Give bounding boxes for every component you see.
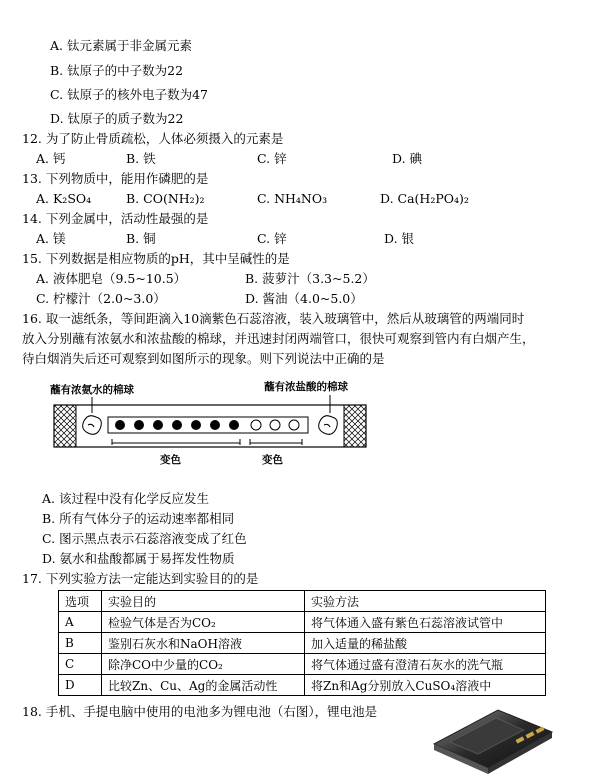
table-cell-method: 将气体通入盛有紫色石蕊溶液试管中: [305, 612, 546, 633]
table-cell-method: 加入适量的稀盐酸: [305, 633, 546, 654]
table-header-purpose: 实验目的: [102, 591, 305, 612]
drop-colored-5: [191, 420, 201, 430]
q16-stem-line1: 16. 取一滤纸条，等间距滴入10滴紫色石蕊溶液，装入玻璃管中，然后从玻璃管的两端同时: [22, 311, 525, 326]
drop-white-3: [289, 420, 299, 430]
left-cotton-label: 蘸有浓氨水的棉球: [50, 384, 134, 396]
q13-option-d: D. Ca(H₂PO₄)₂: [380, 191, 469, 206]
q11-option-d: D. 钛原子的质子数为22: [50, 111, 184, 126]
right-cotton-ball: [319, 416, 338, 435]
table-cell-purpose: 鉴别石灰水和NaOH溶液: [102, 633, 305, 654]
q15-option-c: C. 柠檬汁（2.0~3.0）: [36, 291, 166, 306]
q16-tube-figure: [40, 373, 380, 473]
table-row: [59, 633, 546, 654]
table-cell-purpose: 除净CO中少量的CO₂: [102, 654, 305, 675]
table-row: [59, 654, 546, 675]
right-cotton-label: 蘸有浓盐酸的棉球: [264, 381, 348, 393]
table-cell-option: A: [59, 612, 102, 633]
q12-option-d: D. 碘: [392, 151, 423, 166]
left-cotton-ball: [83, 416, 102, 435]
q13-option-a: A. K₂SO₄: [36, 191, 92, 206]
q11-option-a: A. 钛元素属于非金属元素: [50, 38, 192, 53]
q15-option-b: B. 菠萝汁（3.3~5.2）: [245, 271, 375, 286]
q15-stem: 15. 下列数据是相应物质的pH，其中呈碱性的是: [22, 251, 290, 266]
table-cell-option: D: [59, 675, 102, 696]
q17-stem: 17. 下列实验方法一定能达到实验目的的是: [22, 571, 259, 586]
q11-option-c: C. 钛原子的核外电子数为47: [50, 87, 208, 102]
drop-colored-7: [229, 420, 239, 430]
table-header-option: 选项: [59, 591, 102, 612]
table-cell-option: C: [59, 654, 102, 675]
q16-stem-line3: 待白烟消失后还可观察到如图所示的现象。则下列说法中正确的是: [22, 351, 385, 366]
q15-option-a: A. 液体肥皂（9.5~10.5）: [36, 271, 187, 286]
table-cell-purpose: 比较Zn、Cu、Ag的金属活动性: [102, 675, 305, 696]
q16-stem-line2: 放入分别蘸有浓氨水和浓盐酸的棉球，并迅速封闭两端管口，很快可观察到管内有白烟产生，: [22, 331, 535, 346]
q16-option-d: D. 氨水和盐酸都属于易挥发性物质: [42, 551, 235, 566]
change-label-right: 变色: [262, 454, 283, 466]
table-header-row: [59, 591, 546, 612]
drop-colored-6: [210, 420, 220, 430]
q16-option-c: C. 图示黑点表示石蕊溶液变成了红色: [42, 531, 247, 546]
q14-option-a: A. 镁: [36, 231, 66, 246]
q15-option-d: D. 酱油（4.0~5.0）: [245, 291, 363, 306]
q11-option-b: B. 钛原子的中子数为22: [50, 63, 184, 78]
drop-colored-2: [134, 420, 144, 430]
drop-white-1: [251, 420, 261, 430]
q13-option-b: B. CO(NH₂)₂: [126, 191, 205, 206]
table-row: [59, 675, 546, 696]
table-header-method: 实验方法: [305, 591, 546, 612]
q16-option-a: A. 该过程中没有化学反应发生: [42, 491, 209, 506]
q14-option-d: D. 银: [384, 231, 415, 246]
left-stopper: [54, 405, 76, 447]
q14-option-c: C. 锌: [257, 231, 287, 246]
q12-option-c: C. 锌: [257, 151, 287, 166]
drop-colored-1: [115, 420, 125, 430]
drop-white-2: [270, 420, 280, 430]
q12-option-a: A. 钙: [36, 151, 66, 166]
q16-option-b: B. 所有气体分子的运动速率都相同: [42, 511, 235, 526]
q13-option-c: C. NH₄NO₃: [257, 191, 328, 206]
q13-stem: 13. 下列物质中，能用作磷肥的是: [22, 171, 209, 186]
right-stopper: [344, 405, 366, 447]
table-cell-option: B: [59, 633, 102, 654]
table-cell-method: 将Zn和Ag分别放入CuSO₄溶液中: [305, 675, 546, 696]
q14-stem: 14. 下列金属中，活动性最强的是: [22, 211, 209, 226]
drop-colored-3: [153, 420, 163, 430]
lithium-battery-image: [428, 704, 558, 774]
q17-experiment-table: [58, 590, 546, 696]
table-row: [59, 612, 546, 633]
change-label-left: 变色: [160, 454, 181, 466]
q14-option-b: B. 铜: [126, 231, 156, 246]
q12-option-b: B. 铁: [126, 151, 156, 166]
drop-colored-4: [172, 420, 182, 430]
q12-stem: 12. 为了防止骨质疏松，人体必须摄入的元素是: [22, 131, 284, 146]
table-cell-purpose: 检验气体是否为CO₂: [102, 612, 305, 633]
q18-stem: 18. 手机、手提电脑中使用的电池多为锂电池（右图），锂电池是: [22, 704, 378, 719]
table-cell-method: 将气体通过盛有澄清石灰水的洗气瓶: [305, 654, 546, 675]
